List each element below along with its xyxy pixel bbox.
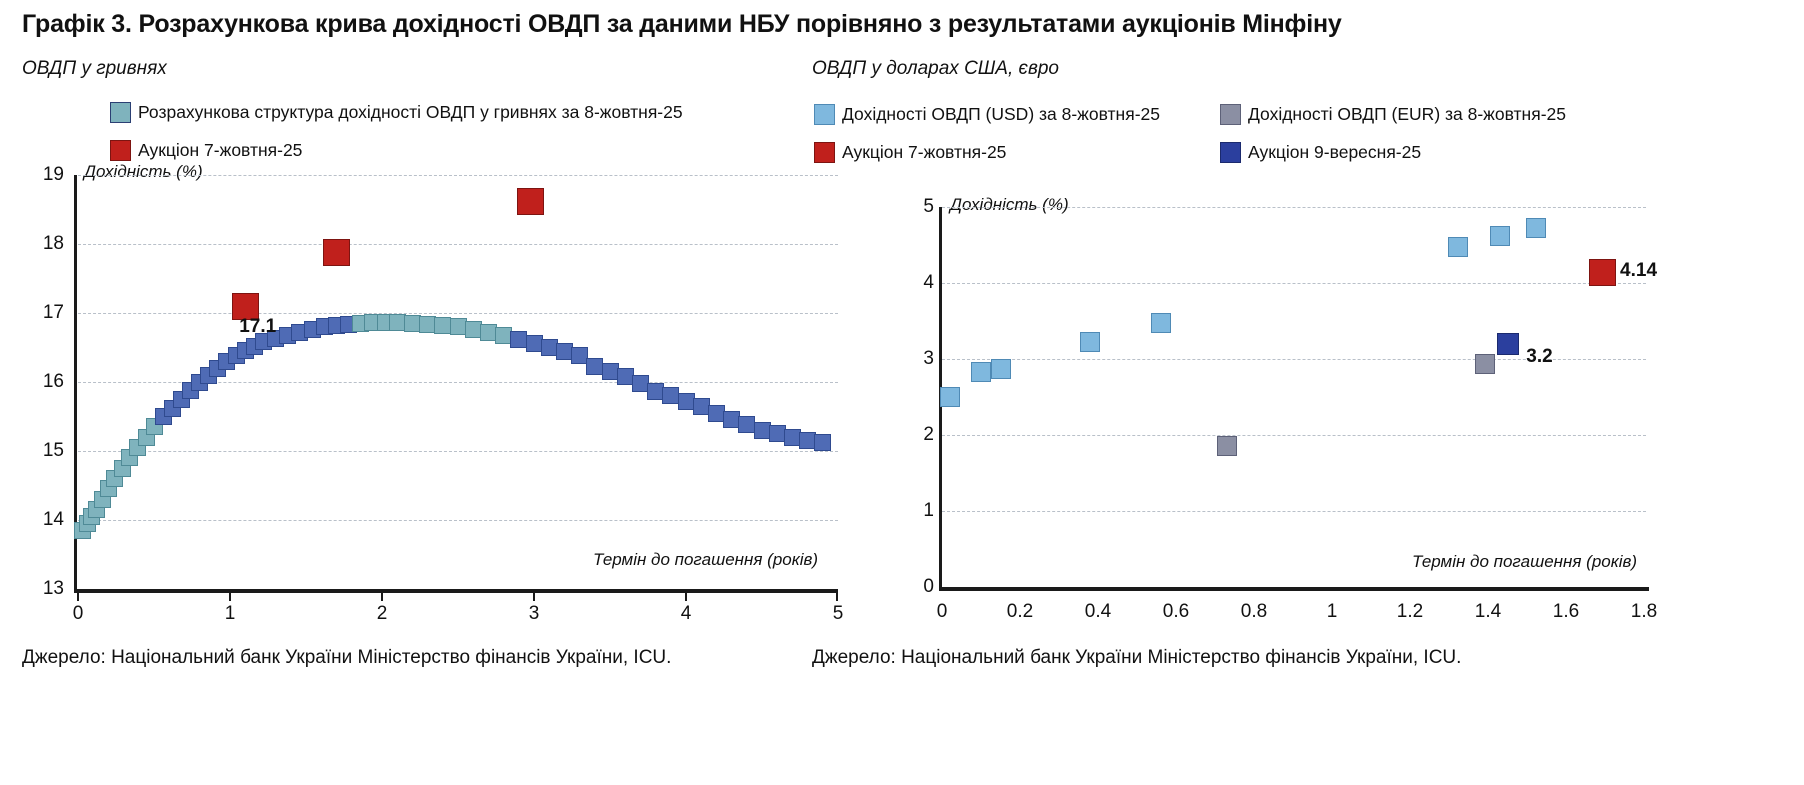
x-tick-label: 1.6 (1552, 601, 1580, 622)
x-tick-label: 1 (1326, 601, 1338, 622)
left-x-axis-label: Термін до погашення (років) (593, 550, 819, 569)
y-tick-label: 19 (42, 164, 64, 185)
legend-label: Розрахункова структура дохідності ОВДП у гривнях за 8-жовтня-25 (138, 102, 683, 122)
data-point (814, 434, 831, 451)
legend-swatch-icon (814, 142, 835, 163)
y-tick-label: 4 (923, 272, 934, 293)
right-source-note: Джерело: Національний банк України Міністерство фінансів України, ICU. (812, 647, 1462, 668)
data-point (1080, 332, 1100, 352)
data-point (323, 239, 350, 266)
data-point (940, 387, 960, 407)
y-tick-label: 3 (923, 348, 934, 369)
legend-swatch-icon (814, 104, 835, 125)
y-tick-label: 18 (42, 233, 64, 254)
y-tick-label: 15 (42, 440, 64, 461)
y-tick-label: 2 (923, 424, 934, 445)
chart-panel-right (812, 52, 1804, 732)
y-tick-label: 14 (42, 509, 64, 530)
data-point (991, 359, 1011, 379)
right-chart-subtitle: ОВДП у доларах США, євро (812, 58, 1059, 79)
x-tick-label: 0.8 (1240, 601, 1268, 622)
x-tick-label: 2 (376, 603, 388, 624)
right-plot-area (900, 52, 1804, 652)
page-title: Графік 3. Розрахункова крива дохідності ОВДП за даними НБУ порівняно з результатами аукціонів Мінфіну (22, 10, 1342, 38)
x-tick-label: 0.2 (1006, 601, 1034, 622)
legend-label: Дохідності ОВДП (EUR) за 8-жовтня-25 (1248, 104, 1566, 124)
x-tick-label: 0 (72, 603, 84, 624)
left-y-axis-label: Дохідність (%) (84, 162, 203, 181)
x-tick-label: 0.4 (1084, 601, 1112, 622)
legend-label: Аукціон 9-вересня-25 (1248, 142, 1422, 162)
chart-panel-left (0, 52, 900, 732)
y-tick-label: 17 (42, 302, 64, 323)
data-point (517, 188, 544, 215)
y-tick-label: 16 (42, 371, 64, 392)
data-point (1589, 259, 1616, 286)
legend-label: Дохідності ОВДП (USD) за 8-жовтня-25 (842, 104, 1160, 124)
y-tick-label: 13 (42, 578, 64, 599)
left-plot-area (0, 52, 900, 652)
left-source-note: Джерело: Національний банк України Міністерство фінансів України, ICU. (22, 647, 672, 668)
x-tick-label: 0 (936, 601, 948, 622)
x-tick-label: 1.8 (1630, 601, 1658, 622)
data-point (1151, 313, 1171, 333)
right-series-points (900, 52, 1804, 652)
legend-label: Аукціон 7-жовтня-25 (842, 142, 1007, 162)
legend-label: Аукціон 7-жовтня-25 (138, 140, 303, 160)
y-tick-label: 5 (923, 196, 934, 217)
right-x-axis-label: Термін до погашення (років) (1412, 552, 1638, 571)
x-tick-label: 1.4 (1474, 601, 1502, 622)
x-tick-label: 1 (224, 603, 236, 624)
x-tick-label: 1.2 (1396, 601, 1424, 622)
x-tick-label: 0.6 (1162, 601, 1190, 622)
data-point-label: 4.14 (1620, 260, 1658, 282)
data-point (1497, 333, 1519, 355)
data-point (1475, 354, 1495, 374)
x-tick-label: 5 (832, 603, 844, 624)
y-tick-label: 1 (923, 500, 934, 521)
data-point (1217, 436, 1237, 456)
data-point (1526, 218, 1546, 238)
y-tick-label: 0 (923, 576, 934, 597)
data-point (971, 362, 991, 382)
left-chart-subtitle: ОВДП у гривнях (22, 58, 167, 79)
x-tick-label: 3 (528, 603, 540, 624)
right-y-axis-label: Дохідність (%) (950, 195, 1069, 214)
data-point-label: 3.2 (1526, 345, 1553, 367)
data-point-label: 17.1 (239, 316, 277, 338)
left-series-points (0, 52, 900, 652)
data-point (1490, 226, 1510, 246)
data-point (1448, 237, 1468, 257)
x-tick-label: 4 (680, 603, 692, 624)
